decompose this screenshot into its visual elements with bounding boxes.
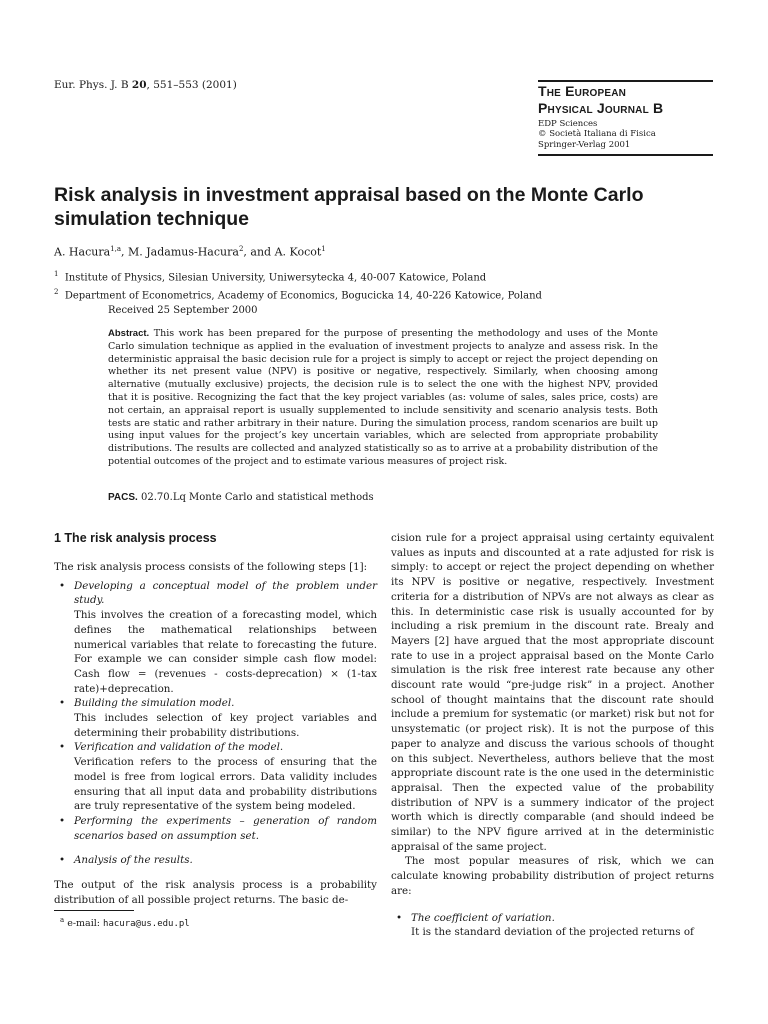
- author-separator: ,: [121, 245, 129, 259]
- footnote-email: hacura@us.edu.pl: [103, 919, 190, 930]
- left-column: [54, 530, 377, 907]
- affiliation: [54, 285, 542, 303]
- affiliations: [54, 267, 542, 304]
- journal-name: [538, 83, 713, 117]
- list-item: [54, 696, 377, 740]
- right-column: [391, 531, 714, 940]
- pacs-label: PACS.: [108, 492, 138, 503]
- list-item: [391, 911, 714, 940]
- footnote-label: e-mail:: [67, 918, 104, 930]
- list-item-body: This includes selection of key project variables and determining their probability distributions.: [74, 712, 377, 739]
- footnote-mark: a: [60, 916, 65, 924]
- author-list: [54, 245, 326, 259]
- publisher-info: [538, 119, 713, 151]
- list-item-title: Analysis of the results.: [74, 854, 193, 867]
- bullet-icon: •: [59, 854, 66, 867]
- bullet-icon: •: [59, 814, 66, 827]
- author-name: A. Hacura: [54, 245, 111, 259]
- section-closing: The output of the risk analysis process is a probability distribution of all possible project returns. The basic de-: [54, 879, 377, 906]
- list-item-body: It is the standard deviation of the projected returns of: [411, 926, 694, 939]
- affiliation-number: 2: [54, 288, 59, 297]
- citation-pages: , 551–553 (2001): [146, 79, 237, 91]
- abstract-label: Abstract.: [108, 328, 150, 339]
- bullet-icon: •: [59, 741, 66, 754]
- affiliation: [54, 267, 542, 285]
- author-superscript: 1: [321, 245, 326, 253]
- pacs-text: 02.70.Lq Monte Carlo and statistical methods: [141, 492, 374, 503]
- list-item-body: Verification refers to the process of ensuring that the model is free from logical errors. Data validity includes ensuring that all input data and probability distributions are truly representative of the system being modeled.: [74, 756, 377, 813]
- received-date: Received 25 September 2000: [108, 305, 258, 316]
- journal-name-line1: The European: [538, 82, 627, 99]
- footnote: [60, 916, 190, 929]
- steps-list: [54, 579, 377, 868]
- list-item-title: The coefficient of variation.: [411, 911, 555, 924]
- journal-citation: [54, 79, 237, 91]
- bullet-icon: •: [59, 697, 66, 710]
- list-item: [54, 853, 377, 868]
- list-item-title: Performing the experiments – generation of random scenarios based on assumption set.: [74, 814, 377, 842]
- affiliation-number: 1: [54, 270, 59, 278]
- list-item-title: Developing a conceptual model of the problem under study.: [74, 579, 377, 607]
- article-title: Risk analysis in investment appraisal based on the Monte Carlo simulation technique: [54, 184, 644, 230]
- publisher-line: © Società Italiana di Fisica: [538, 129, 656, 139]
- list-item: [54, 814, 377, 843]
- risk-measures-list: [391, 911, 714, 940]
- footnote-rule: [54, 910, 134, 911]
- bullet-icon: •: [396, 911, 403, 924]
- list-item: [54, 740, 377, 814]
- author-separator: , and: [243, 245, 275, 259]
- pacs: [108, 492, 374, 503]
- bullet-icon: •: [59, 579, 66, 592]
- list-item-body: This involves the creation of a forecasting model, which defines the mathematical relationships between numerical variables that relate to forecasting the future. For example we can consider simple cash flow model: Cash flow = (revenues - costs-deprecation) × (1-tax rate)+deprecation.: [74, 609, 377, 695]
- affiliation-text: Institute of Physics, Silesian University, Uniwersytecka 4, 40-007 Katowice, Poland: [64, 272, 487, 284]
- list-item-title: Building the simulation model.: [74, 697, 235, 710]
- list-item: [54, 579, 377, 697]
- section-intro: The risk analysis process consists of the following steps [1]:: [54, 561, 368, 573]
- author-name: A. Kocot: [274, 245, 322, 259]
- publisher-line: Springer-Verlag 2001: [538, 139, 631, 150]
- author-superscript: 2: [238, 245, 244, 253]
- citation-journal: Eur. Phys. J. B: [54, 79, 129, 91]
- masthead-rule-top: [538, 80, 713, 82]
- author-superscript: 1,a: [110, 245, 122, 253]
- journal-masthead: [538, 80, 713, 156]
- author-name: M. Jadamus-Hacura: [128, 245, 239, 259]
- publisher-line: EDP Sciences: [538, 118, 598, 129]
- abstract: [108, 328, 658, 469]
- masthead-rule-bottom: [538, 154, 713, 156]
- abstract-text: This work has been prepared for the purpose of presenting the methodology and uses of the Monte Carlo simulation technique as applied in the evaluation of investment projects to analyze and assess risk. In the deterministic appraisal the basic decision rule for a project is simply to accept or reject the project depending on whether its net present value (NPV) is positive or negative, respectively. Similarly, when choosing among alternative (mutually exclusive) projects, the decision rule is to select the one with the highest NPV, provided that it is positive. Recognizing the fact that the key project variables (as: volume of sales, sales price, costs) are not certain, an appraisal report is usually supplemented to include sensitivity and scenario analysis tests. Both tests are static and rather arbitrary in their nature. During the simulation process, random scenarios are built up using input values for the project’s key uncertain variables, which are selected from appropriate probability distributions. The results are collected and analyzed statistically so as to arrive at a probability distribution of the potential outcomes of the project and to estimate various measures of project risk.: [108, 328, 658, 467]
- affiliation-text: Department of Econometrics, Academy of Economics, Bogucicka 14, 40-226 Katowice, Poland: [64, 290, 542, 302]
- journal-name-line2: Physical Journal B: [538, 99, 664, 116]
- citation-volume: 20: [131, 79, 147, 91]
- section-heading: 1 The risk analysis process: [54, 531, 217, 545]
- list-item-title: Verification and validation of the model.: [74, 741, 284, 754]
- paragraph: cision rule for a project appraisal using certainty equivalent values as inputs and discounted at a rate adjusted for risk is simply: to accept or reject the project depending on whether its NPV is positive or negative, respectively. Investment criteria for a distribution of NPVs are not always as clear as this. In deterministic case risk is usually accounted for by including a risk premium in the discount rate. Brealy and Mayers [2] have argued that the most appropriate discount rate to use in a project appraisal based on the Monte Carlo simulation is the risk free interest rate because any other discount rate would “pre-judge risk” in a project. Another school of thought maintains that the discount rate should include a premium for systematic (or market) risk but not for unsystematic (or project risk). It is not the purpose of this paper to analyze and discuss the various schools of thought on this subject. Nevertheless, authors believe that the most appropriate discount rate is the one used in the deterministic appraisal. Then the expected value of the probability distribution of NPV is a summery indicator of the project worth which is directly comparable (and should indeed be similar) to the NPV figure arrived at in the deterministic appraisal of the same project.: [391, 532, 714, 853]
- paragraph: The most popular measures of risk, which we can calculate knowing probability distribution of project returns are:: [391, 855, 714, 897]
